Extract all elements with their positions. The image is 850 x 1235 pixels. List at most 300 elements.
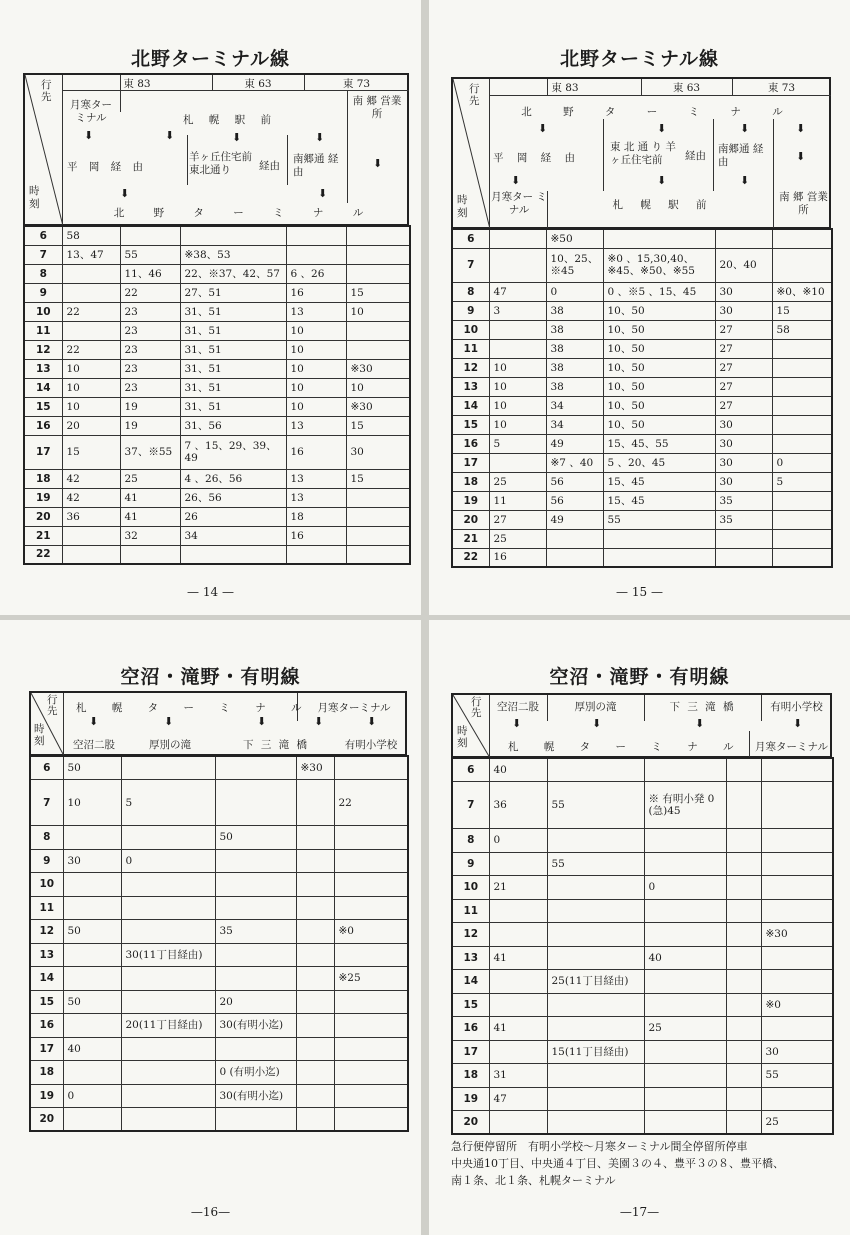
departure-cell: 36 [62, 507, 120, 526]
departure-cell [121, 826, 215, 850]
departure-cell: 10 [286, 359, 346, 378]
down-arrow-icon: ⬇ [89, 715, 99, 728]
departure-cell [121, 756, 215, 780]
departure-cell: 38 [546, 339, 603, 358]
departure-cell [334, 1037, 408, 1061]
departure-cell [772, 529, 832, 548]
down-arrow-icon: ⬇ [315, 131, 325, 144]
departure-cell [644, 899, 726, 923]
hour-cell: 19 [24, 488, 62, 507]
table-row [452, 829, 833, 853]
departure-cell [644, 758, 726, 782]
departure-cell: 13 [286, 488, 346, 507]
table-row [452, 946, 833, 970]
hour-cell: 9 [24, 283, 62, 302]
start-stop: 南 郷 営業所 [352, 95, 402, 120]
table-row [452, 396, 832, 415]
departure-cell: 42 [62, 469, 120, 488]
departure-cell: 22 [334, 780, 408, 826]
table-row [452, 248, 832, 282]
departure-cell [296, 1061, 334, 1085]
departure-cell: 31、51 [180, 321, 286, 340]
departure-cell: 31、51 [180, 359, 286, 378]
departure-cell: 11 [489, 491, 546, 510]
departure-cell: 23 [120, 321, 180, 340]
hour-cell: 20 [24, 507, 62, 526]
hour-cell: 17 [30, 1037, 63, 1061]
departure-cell [296, 780, 334, 826]
table-row [30, 1037, 408, 1061]
departure-cell: 50 [63, 990, 121, 1014]
departure-cell: 58 [772, 320, 832, 339]
departure-cell [346, 545, 410, 564]
departure-cell: 10 [62, 359, 120, 378]
departure-cell [334, 943, 408, 967]
departure-cell: 6 、26 [286, 264, 346, 283]
departure-cell [726, 923, 761, 947]
table-row [452, 472, 832, 491]
departure-cell [715, 529, 772, 548]
departure-cell [726, 852, 761, 876]
express-note: 急行便停留所 有明小学校〜月寒ターミナル間全停留所停車 [451, 1140, 748, 1153]
departure-cell [772, 415, 832, 434]
departure-cell: 10 [286, 321, 346, 340]
hour-cell: 7 [24, 245, 62, 264]
table-row [24, 545, 410, 564]
departure-cell [489, 852, 547, 876]
start-label: 北 野 タ ー ミ ナ ル [521, 106, 797, 118]
departure-cell: 15 [772, 301, 832, 320]
table-row [30, 1014, 408, 1038]
start-stop: 厚別の滝 [574, 701, 617, 713]
table-row [452, 1087, 833, 1111]
down-arrow-icon: ⬇ [695, 717, 705, 730]
departure-cell [180, 545, 286, 564]
departure-cell: 55 [603, 510, 715, 529]
departure-cell: 50 [215, 826, 296, 850]
departure-cell: 34 [546, 415, 603, 434]
hour-cell: 13 [24, 359, 62, 378]
departure-cell [63, 873, 121, 897]
hour-cell: 9 [452, 852, 489, 876]
table-row [452, 852, 833, 876]
via-label: 平 岡 経 由 [67, 161, 148, 173]
via-label: 経由 [685, 150, 706, 162]
departure-cell [334, 1014, 408, 1038]
departure-cell: 40 [644, 946, 726, 970]
departure-cell [772, 358, 832, 377]
departure-cell: 7 、15、29、39、49 [180, 435, 286, 469]
departure-cell [63, 826, 121, 850]
departure-cell: 23 [120, 359, 180, 378]
departure-cell: 16 [286, 526, 346, 545]
departure-cell: 42 [62, 488, 120, 507]
departure-cell [296, 873, 334, 897]
hour-cell: 9 [30, 849, 63, 873]
departure-cell [726, 1111, 761, 1135]
via-label: 南郷通 経 由 [718, 143, 764, 168]
start-stop: 空沼二股 [497, 701, 539, 713]
hour-cell: 22 [452, 548, 489, 567]
departure-cell: 22 [62, 340, 120, 359]
departure-cell [726, 876, 761, 900]
table-row [24, 245, 410, 264]
departure-cell: ※38、53 [180, 245, 286, 264]
hour-cell: 13 [452, 377, 489, 396]
departure-cell: 47 [489, 282, 546, 301]
table-row [452, 510, 832, 529]
timetable-header [23, 73, 409, 226]
table-row [30, 1084, 408, 1108]
departure-cell [772, 434, 832, 453]
down-arrow-icon: ⬇ [740, 174, 750, 187]
departure-cell: 31、51 [180, 302, 286, 321]
departure-cell [346, 526, 410, 545]
table-row [30, 920, 408, 944]
departure-cell [120, 226, 180, 245]
departure-cell: 25 [489, 472, 546, 491]
departure-cell [726, 899, 761, 923]
departure-cell [489, 1111, 547, 1135]
departure-cell [772, 229, 832, 248]
departure-cell: 3 [489, 301, 546, 320]
departure-cell: 0 [63, 1084, 121, 1108]
departure-cell: 30 [346, 435, 410, 469]
page-number: —16— [190, 1205, 231, 1219]
departure-cell [121, 896, 215, 920]
hour-cell: 16 [452, 1017, 489, 1041]
jikoku-label: 時刻 [29, 185, 40, 210]
departure-cell: 27 [715, 358, 772, 377]
table-row [452, 876, 833, 900]
departure-cell [62, 526, 120, 545]
departure-cell [761, 829, 833, 853]
departure-cell [761, 1087, 833, 1111]
departure-cell: 49 [546, 434, 603, 453]
departure-cell: 13 [286, 416, 346, 435]
page-15 [429, 0, 850, 615]
departure-cell [63, 943, 121, 967]
departure-cell [603, 529, 715, 548]
departure-cell: ※0 、15,30,40、※45、※50、※55 [603, 248, 715, 282]
departure-cell: 56 [546, 491, 603, 510]
departure-cell: 41 [120, 507, 180, 526]
departure-cell: 38 [546, 358, 603, 377]
departure-cell: 15 [346, 469, 410, 488]
hour-cell: 10 [452, 320, 489, 339]
departure-cell [547, 758, 644, 782]
departure-cell: 16 [286, 283, 346, 302]
table-row [24, 378, 410, 397]
departure-cell: 10、50 [603, 377, 715, 396]
departure-cell: 20 [215, 990, 296, 1014]
timetable-header [451, 693, 832, 758]
departure-cell [547, 1111, 644, 1135]
departure-cell [334, 873, 408, 897]
departure-cell: 55 [761, 1064, 833, 1088]
departure-cell: 20(11丁目経由) [121, 1014, 215, 1038]
departure-cell [546, 529, 603, 548]
hour-cell: 12 [452, 923, 489, 947]
departure-cell [644, 1064, 726, 1088]
hour-cell: 11 [24, 321, 62, 340]
hour-cell: 18 [30, 1061, 63, 1085]
page-17 [429, 620, 850, 1235]
departure-cell [121, 1037, 215, 1061]
departure-cell: 40 [489, 758, 547, 782]
hour-cell: 15 [30, 990, 63, 1014]
departure-cell: 18 [286, 507, 346, 526]
departure-cell [334, 896, 408, 920]
departure-cell: 23 [120, 340, 180, 359]
departure-cell: 10 [489, 396, 546, 415]
hour-cell: 16 [24, 416, 62, 435]
departure-cell: 31、51 [180, 378, 286, 397]
departure-cell [296, 1084, 334, 1108]
departure-cell: 5 [121, 780, 215, 826]
hour-cell: 8 [452, 282, 489, 301]
departure-cell: 0 [546, 282, 603, 301]
hour-cell: 16 [452, 434, 489, 453]
departure-cell [346, 226, 410, 245]
departure-cell: 50 [63, 756, 121, 780]
departure-cell [296, 849, 334, 873]
departure-cell [346, 321, 410, 340]
departure-cell: 15、45、55 [603, 434, 715, 453]
departure-cell [772, 248, 832, 282]
hour-cell: 20 [452, 510, 489, 529]
route-label: 東 63 [244, 78, 272, 90]
departure-cell [644, 923, 726, 947]
departure-cell [547, 923, 644, 947]
table-row [24, 283, 410, 302]
table-row [24, 435, 410, 469]
departure-cell [726, 829, 761, 853]
hour-cell: 15 [452, 415, 489, 434]
departure-cell [121, 990, 215, 1014]
departure-cell [334, 849, 408, 873]
departure-cell: 5 [772, 472, 832, 491]
table-row [452, 282, 832, 301]
hour-cell: 13 [30, 943, 63, 967]
departure-cell: ※50 [546, 229, 603, 248]
departure-cell: 27 [715, 377, 772, 396]
table-row [30, 1108, 408, 1132]
down-arrow-icon: ⬇ [318, 187, 328, 200]
departure-cell: 35 [715, 510, 772, 529]
departure-cell: 15、45 [603, 472, 715, 491]
hour-cell: 7 [452, 248, 489, 282]
departure-cell [489, 923, 547, 947]
departure-cell [715, 229, 772, 248]
departure-cell [603, 229, 715, 248]
table-row [452, 782, 833, 829]
table-row [452, 758, 833, 782]
table-row [24, 397, 410, 416]
down-arrow-icon: ⬇ [657, 122, 667, 135]
hour-cell: 16 [30, 1014, 63, 1038]
departure-cell [62, 264, 120, 283]
page-number: — 14 — [187, 585, 234, 599]
departure-cell [121, 920, 215, 944]
down-arrow-icon: ⬇ [120, 187, 130, 200]
timetable [23, 225, 411, 565]
departure-cell: 19 [120, 416, 180, 435]
down-arrow-icon: ⬇ [84, 129, 94, 142]
departure-cell: 31、51 [180, 340, 286, 359]
down-arrow-icon: ⬇ [232, 131, 242, 144]
hour-cell: 11 [30, 896, 63, 920]
departure-cell [296, 1037, 334, 1061]
hour-cell: 13 [452, 946, 489, 970]
start-stop: 月寒ター ミナル [70, 99, 112, 124]
route-label: 東 83 [551, 82, 579, 94]
departure-cell: 10、50 [603, 301, 715, 320]
departure-cell: 32 [120, 526, 180, 545]
departure-cell [547, 1064, 644, 1088]
departure-cell: 30 [715, 472, 772, 491]
departure-cell: 23 [120, 302, 180, 321]
hour-cell: 14 [24, 378, 62, 397]
departure-cell [772, 491, 832, 510]
departure-cell: 34 [180, 526, 286, 545]
page-number: —17— [619, 1205, 660, 1219]
departure-cell [296, 1108, 334, 1132]
hour-cell: 14 [30, 967, 63, 991]
table-row [30, 849, 408, 873]
departure-cell [726, 782, 761, 829]
express-note: 中央通10丁目、中央通４丁目、美園３の４、豊平３の８、豊平橋、 [451, 1157, 784, 1170]
departure-cell [346, 264, 410, 283]
departure-cell: ※25 [334, 967, 408, 991]
destination-label: 月寒ターミナル [755, 741, 828, 753]
departure-cell [547, 1087, 644, 1111]
departure-cell: 10 [62, 397, 120, 416]
departure-cell: 31 [489, 1064, 547, 1088]
departure-cell: 4 、26、56 [180, 469, 286, 488]
departure-cell: ※30 [346, 397, 410, 416]
departure-cell [603, 548, 715, 567]
route-label: 東 73 [342, 78, 371, 90]
hour-cell: 6 [452, 758, 489, 782]
departure-cell: 10、50 [603, 320, 715, 339]
departure-cell [63, 967, 121, 991]
departure-cell [715, 548, 772, 567]
departure-cell: ※7 、40 [546, 453, 603, 472]
departure-cell: 30 [715, 453, 772, 472]
departure-cell: 27 [715, 320, 772, 339]
departure-cell [296, 990, 334, 1014]
down-arrow-icon: ⬇ [512, 717, 522, 730]
departure-cell [215, 943, 296, 967]
departure-cell [346, 245, 410, 264]
departure-cell [761, 970, 833, 994]
departure-cell [121, 967, 215, 991]
down-arrow-icon: ⬇ [793, 717, 803, 730]
departure-cell: 49 [546, 510, 603, 529]
page-title: 空沼・滝野・有明線 [549, 666, 730, 688]
hour-cell: 21 [452, 529, 489, 548]
departure-cell: 30 [715, 282, 772, 301]
departure-cell: 41 [489, 946, 547, 970]
departure-cell [286, 545, 346, 564]
timetable [451, 228, 833, 568]
departure-cell [546, 548, 603, 567]
jikoku-label: 時刻 [34, 723, 45, 747]
table-row [452, 993, 833, 1017]
table-row [452, 1064, 833, 1088]
departure-cell [286, 245, 346, 264]
table-row [30, 896, 408, 920]
hour-cell: 8 [452, 829, 489, 853]
page-number: — 15 — [616, 585, 663, 599]
table-row [24, 507, 410, 526]
departure-cell: ※30 [346, 359, 410, 378]
departure-cell [761, 758, 833, 782]
table-row [24, 264, 410, 283]
table-row [452, 229, 832, 248]
departure-cell [489, 320, 546, 339]
departure-cell: 55 [547, 852, 644, 876]
table-row [30, 967, 408, 991]
departure-cell: 10 [286, 340, 346, 359]
table-row [452, 301, 832, 320]
departure-cell [644, 829, 726, 853]
down-arrow-icon: ⬇ [373, 157, 383, 170]
departure-cell: 35 [215, 920, 296, 944]
down-arrow-icon: ⬇ [740, 122, 750, 135]
departure-cell: 13、47 [62, 245, 120, 264]
hour-cell: 17 [24, 435, 62, 469]
departure-cell [296, 943, 334, 967]
departure-cell: 36 [489, 782, 547, 829]
departure-cell: 27 [715, 396, 772, 415]
departure-cell [215, 1037, 296, 1061]
jikoku-label: 時刻 [457, 194, 468, 219]
via-label: 東 北 通 り 羊ヶ丘住宅前 [610, 141, 676, 166]
departure-cell [121, 1108, 215, 1132]
page-16 [0, 620, 421, 1235]
express-note: 南１条、北１条、札幌ターミナル [451, 1174, 616, 1187]
departure-cell [334, 1108, 408, 1132]
departure-cell: 27、51 [180, 283, 286, 302]
departure-cell [215, 873, 296, 897]
table-row [30, 826, 408, 850]
departure-cell [726, 758, 761, 782]
departure-cell: 10 [346, 378, 410, 397]
ikisaki-label: 行先 [471, 696, 482, 719]
departure-cell [296, 967, 334, 991]
departure-cell [120, 545, 180, 564]
hour-cell: 7 [452, 782, 489, 829]
departure-cell [644, 970, 726, 994]
departure-cell [63, 1061, 121, 1085]
down-arrow-icon: ⬇ [314, 715, 324, 728]
departure-cell: 35 [715, 491, 772, 510]
departure-cell: 38 [546, 377, 603, 396]
departure-cell [334, 1084, 408, 1108]
departure-cell: 10 [489, 415, 546, 434]
table-row [452, 529, 832, 548]
page-title: 北野ターミナル線 [559, 48, 720, 70]
departure-cell: 0 [489, 829, 547, 853]
via-label: 平 岡 経 由 [493, 152, 581, 164]
down-arrow-icon: ⬇ [164, 715, 174, 728]
departure-cell: 22 [120, 283, 180, 302]
departure-cell: 30(有明小迄) [215, 1014, 296, 1038]
departure-cell: 41 [120, 488, 180, 507]
timetable [29, 755, 409, 1132]
